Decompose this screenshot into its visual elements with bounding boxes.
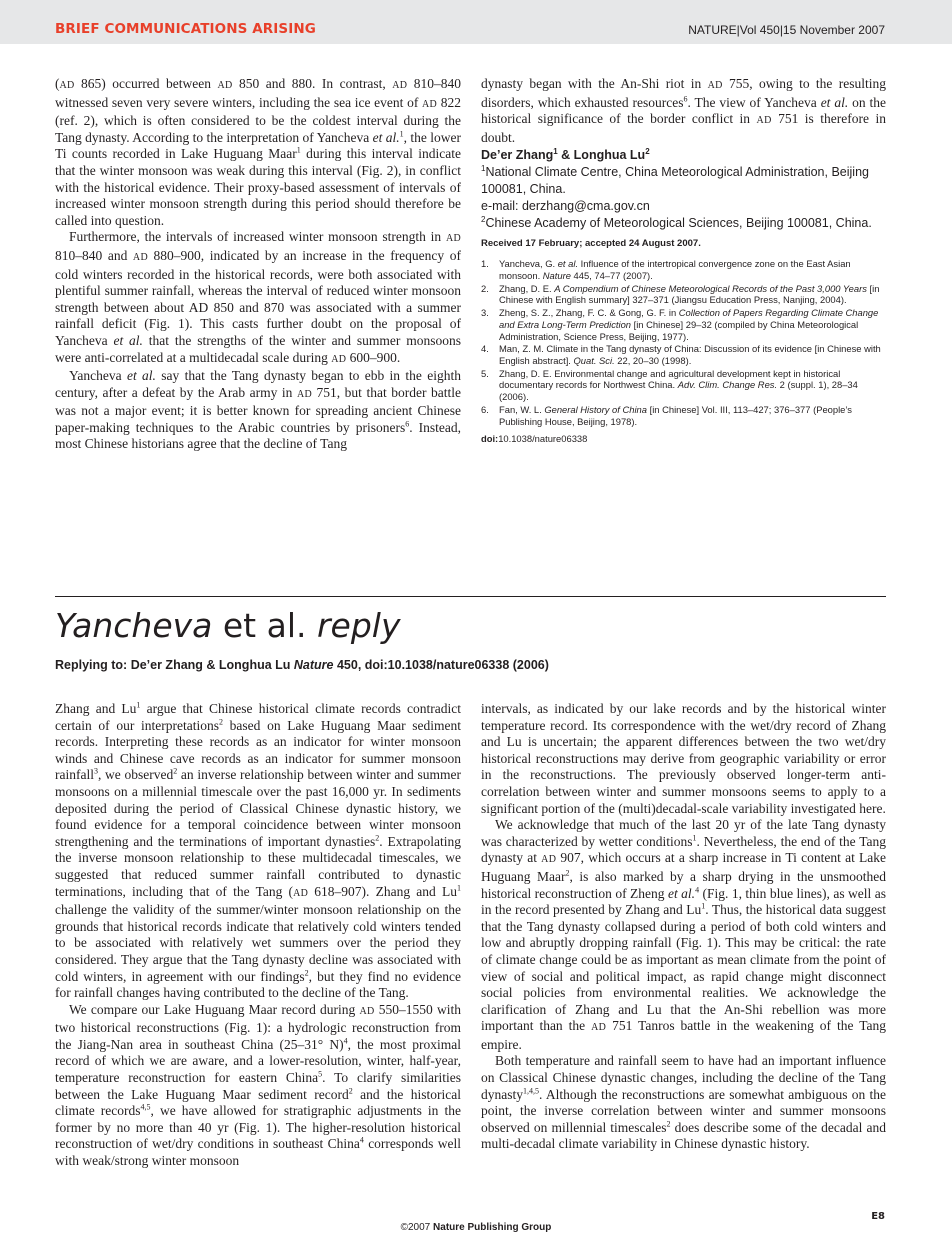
reference-item — [481, 258, 886, 281]
reference-item — [481, 368, 886, 403]
letter-affiliations: $^1$National Climate Centre, China Meteorological Administration, Beijing 100081, China. e-mail: derzhang@cma.gov.cn $^2$Chinese Academy of Meteorological Sciences, Beijing 100081, China. — [481, 164, 872, 231]
reference-item — [481, 343, 886, 366]
reference-text: Fan, W. L. General History of China [in Chinese] Vol. III, 113–427; 376–377 (People’s Publishing House, Beijing, 1978). — [499, 403, 852, 427]
section-label: BRIEF COMMUNICATIONS ARISING — [55, 21, 316, 37]
reference-text: Zhang, D. E. Environmental change and agricultural development kept in historical documentary records for Northwest China. Adv. Clim. Change Res. 2 (suppl. 1), 28–34 (2006). — [499, 367, 858, 403]
reference-text: Zhang, D. E. A Compendium of Chinese Meteorological Records of the Past 3,000 Years [in Chinese with English summary] 327–371 (Jiangsu Education Press, Nanjing, 2004). — [499, 282, 880, 306]
letter-column-2-text: dynasty began with the An-Shi riot in AD 755, owing to the resulting disorders, which exhausted resources$^6$. The view of Yancheva et al. on the historical significance of the border conflict in AD 751 is therefore in doubt. — [481, 76, 886, 145]
letter-authors: De’er Zhang$^1$ & Longhua Lu$^2$ — [481, 147, 650, 163]
doi-value: 10.1038/nature06338 — [498, 433, 588, 445]
received-dates: Received 17 February; accepted 24 August 2007. — [481, 238, 701, 250]
reference-number: 1. — [481, 258, 489, 270]
reference-number: 2. — [481, 282, 489, 294]
doi — [481, 431, 886, 448]
reference-item — [481, 283, 886, 306]
replying-to: Replying to: De’er Zhang & Longhua Lu Nature 450, doi:10.1038/nature06338 (2006) — [55, 658, 549, 672]
reply-column-2: intervals, as indicated by our lake records and by the historical winter temperature record. Its correspondence with the wet/dry record of Zhang and Lu is uncertain; the apparent differences between the two wet/dry historical reconstructions may derive from geographic variability or error in the reconstructions. The previously observed longer-term anti-correlation between winter and summer monsoons seems to apply to a significant portion of the (multi)decadal-scale variability investigated here. We acknowledge that much of the last 20 yr of the late Tang dynasty was characterized by wetter conditions$^1$. Nevertheless, the end of the Tang dynasty at AD 907, which occurs at a sharp increase in Ti content at Lake Huguang Maar$^2$, is also marked by a sharp drying in the unsmoothed historical reconstruction of Zheng et al.$^4$ (Fig. 1, thin blue lines), as well as in the record presented by Zhang and Lu$^1$. Thus, the historical data suggest that the Tang dynasty collapsed during a period of both cold winters and low and abruptly dropping rainfall (Fig. 1). This may be critical: the rate of climate change could be as important as mean climate from the point of view of social and political impact, as rapid change might disconnect social policies from environmental realities. We acknowledge the clarification of Zhang and Lu that the An-Shi rebellion was more important than the AD 751 Tanros battle in the weakening of the Tang empire. Both temperature and rainfall seem to have had an important influence on Classical Chinese dynastic changes, including the decline of the Tang dynasty$^{1,4,5}$. Although the reconstructions are somewhat ambiguous on the point, the inverse correlation between winter and summer monsoons observed on millennial timescales$^2$ does describe some of the decadal and multi-decadal climate variability in Chinese dynastic history. — [481, 701, 887, 1152]
reference-text: Man, Z. M. Climate in the Tang dynasty of China: Discussion of its evidence [in Chinese with English abstract]. Quat. Sci. 22, 20–30 (1998). — [499, 343, 881, 366]
copyright — [0, 1222, 952, 1233]
reference-number: 3. — [481, 307, 489, 319]
reference-list — [481, 258, 886, 427]
doi-label: doi: — [481, 433, 499, 445]
reply-column-1: Zhang and Lu$^1$ argue that Chinese historical climate records contradict certain of our interpretations$^2$ based on Lake Huguang Maar sediment records. Interpreting these records as an indicator for winter monsoon winds and Chinese cave records as an indicator for summer monsoon rainfall$^3$, we observed$^2$ an inverse relationship between winter and summer monsoons on a millennial timescale over the past 16,000 yr. In sediments deposited during the period of Classical Chinese dynastic history, we found evidence for a temporal coincidence between winter monsoon strengthening and the terminations of important dynasties$^2$. Extrapolating the inverse monsoon relationship to these multidecadal timescales, we suggested that reduced summer rainfall contributed to dynastic terminations, including that of the Tang (AD 618–907). Zhang and Lu$^1$ challenge the validity of the summer/winter monsoon relationship on the grounds that historical records indicate that relatively cold winters tended to be associated with relatively wet summers over the period they considered. They argue that the Tang dynasty decline was associated with cold winters, in agreement with our findings$^2$, but they find no evidence for rainfall changes having contributed to the decline of the Tang. We compare our Lake Huguang Maar record during AD 550–1550 with two historical reconstructions (Fig. 1): a hydrologic reconstruction from the Jiang-Nan area in southeast China (25–31° N)$^4$, the most proximal record of which we are aware, and a lower-resolution, winter, half-year, temperature reconstruction for eastern China$^5$. To clarify similarities between the Lake Huguang Maar sediment record$^2$ and the historical climate records$^{4,5}$, we have allowed for stratigraphic adjustments in the former by no more than 40 yr (Fig. 1). The higher-resolution historical reconstruction of wet/dry conditions in southeast China$^4$ corresponds well with weak/strong winter monsoon — [55, 700, 462, 1169]
reference-text: Yancheva, G. et al. Influence of the intertropical convergence zone on the East Asian monsoon. Nature 445, 74–77 (2007). — [499, 258, 851, 282]
reference-number: 5. — [481, 367, 489, 379]
reference-text: Zheng, S. Z., Zhang, F. C. & Gong, G. F. in Collection of Papers Regarding Climate Change and Extra Long-Term Prediction [in Chinese] 29–32 (compiled by China Meteorological Administration, Science Press, Beijing, 1977). — [499, 307, 879, 342]
copyright-year: ©2007 — [400, 1222, 431, 1233]
reference-item — [481, 404, 886, 427]
publisher: Nature Publishing Group — [433, 1222, 552, 1233]
reference-item — [481, 307, 886, 342]
page-number: E8 — [871, 1211, 885, 1222]
letter-column-2 — [481, 76, 886, 448]
section-divider — [55, 596, 886, 597]
letter-column-1: (AD 865) occurred between AD 850 and 880. In contrast, AD 810–840 witnessed seven very severe winters, including the sea ice event of AD 822 (ref. 2), which is often considered to be the coldest interval during the Tang dynasty. According to the interpretation of Yancheva et al.$^1$, the lower Ti counts recorded in Lake Huguang Maar$^1$ during this interval indicate that the winter monsoon was weak during this interval (Fig. 2), in conflict with the historical evidence. Their proxy-based assessment of intervals of increased winter monsoon strength during this period should therefore be called into question. Furthermore, the intervals of increased winter monsoon strength in AD 810–840 and AD 880–900, indicated by an increase in the frequency of cold winters recorded in the historical records, were both associated with plentiful summer rainfall, whereas the interval of reduced winter monsoon strength between about AD 850 and 870 was associated with a summer rainfall deficit (Fig. 1). This casts further doubt on the proposal of Yancheva et al. that the strengths of the winter and summer monsoons were anti-correlated at a multidecadal scale during AD 600–900. Yancheva et al. say that the Tang dynasty began to ebb in the eighth century, after a defeat by the Arab army in AD 751, but that border battle was not a major event; it is better known for spreading ancient Chinese paper-making techniques to the Arabic countries by prisoners$^6$. Instead, most Chinese historians agree that the decline of Tang — [55, 76, 462, 452]
reference-number: 4. — [481, 343, 489, 355]
reference-number: 6. — [481, 403, 489, 415]
reply-title: Yancheva et al. reply — [55, 606, 401, 645]
running-head: NATURE|Vol 450|15 November 2007 — [688, 23, 885, 37]
